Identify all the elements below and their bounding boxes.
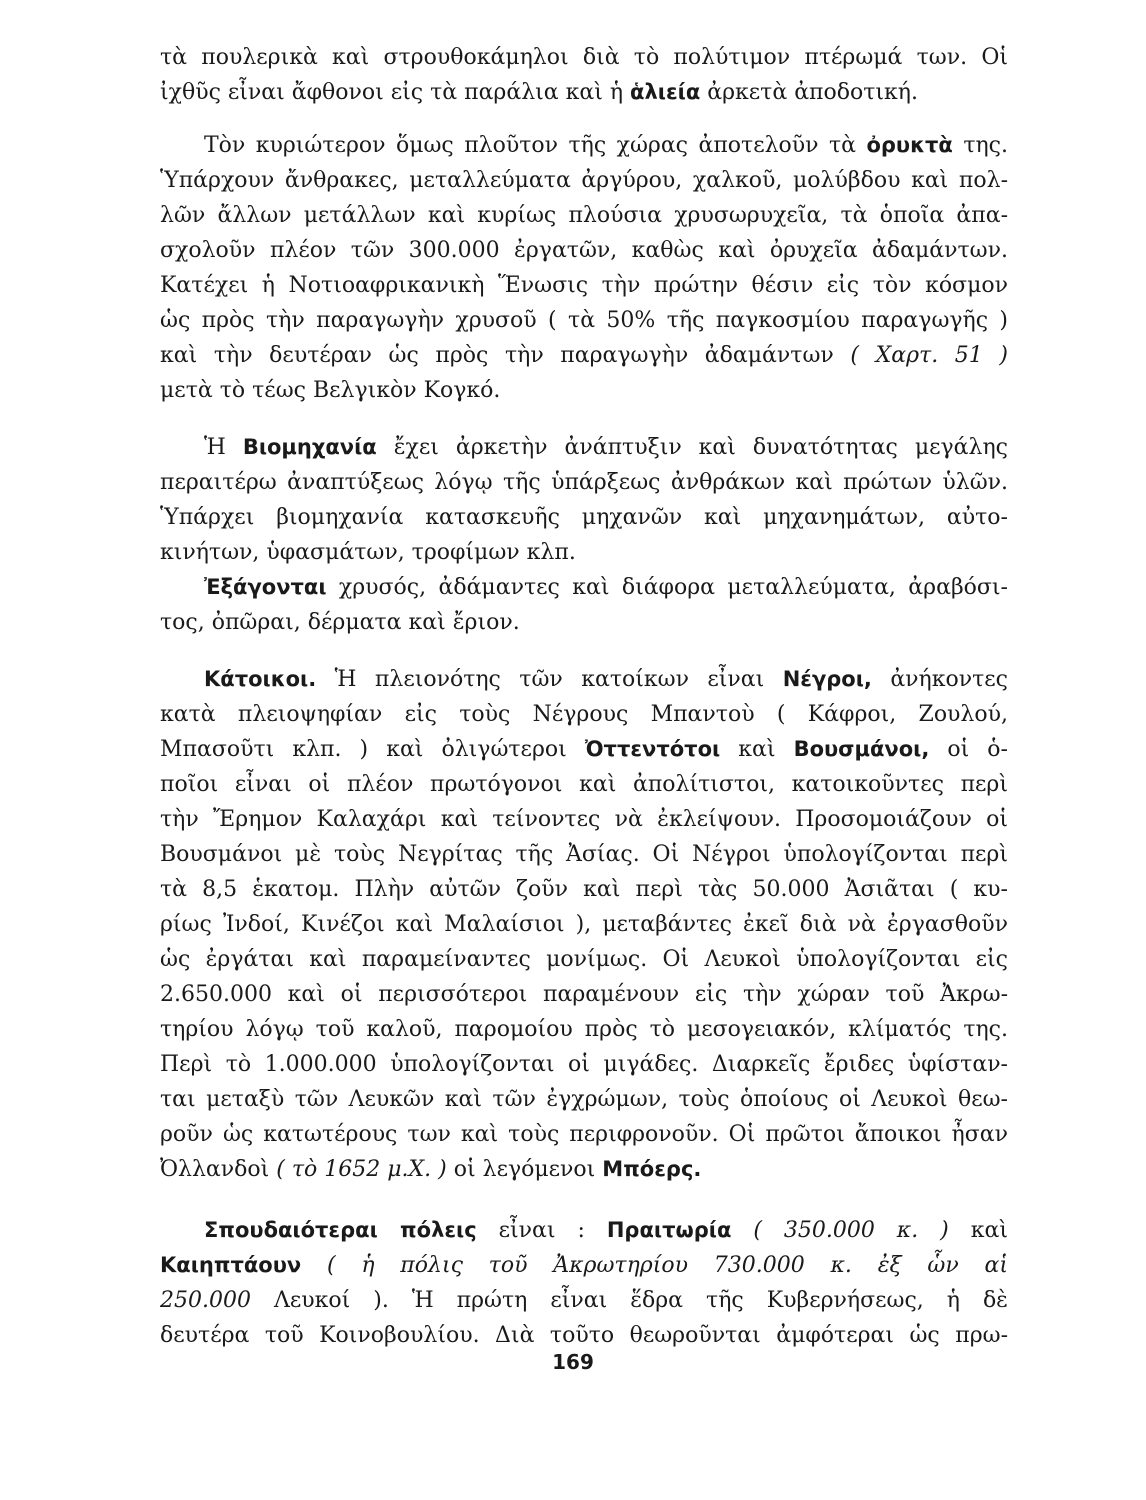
text-run: Ἡ <box>204 435 243 460</box>
text-line <box>160 662 1008 697</box>
keyword-inhabitants: Κάτοικοι. <box>204 667 317 691</box>
keyword-pretoria: Πραιτωρία <box>606 1218 732 1242</box>
text-line: Βουσμάνοι μὲ τοὺς Νεγρίτας τῆς Ἀσίας. Οἱ Νέγροι ὑπολογίζονται περὶ <box>160 842 1008 867</box>
text-line: 2.650.000 καὶ οἱ περισσότεροι παραμένουν εἰς τὴν χώραν τοῦ Ἀκρω- <box>160 982 1008 1007</box>
text-line: ται μεταξὺ τῶν Λευκῶν καὶ τῶν ἐγχρώμων, τοὺς ὁποίους οἱ Λευκοὶ θεω- <box>160 1087 1008 1112</box>
text-line: τὰ 8,5 ἑκατομ. Πλὴν αὐτῶν ζοῦν καὶ περὶ τὰς 50.000 Ἀσιᾶται ( κυ- <box>160 877 1008 902</box>
text-line: κατὰ πλειοψηφίαν εἰς τοὺς Νέγρους Μπαντοὺ ( Κάφροι, Ζουλού, <box>160 702 1008 727</box>
text-line <box>160 128 1008 163</box>
text-line: κινήτων, ὑφασμάτων, τροφίμων κλπ. <box>160 540 576 565</box>
text-run: ἀρκετὰ ἀποδοτική. <box>700 80 918 105</box>
text-run: ἀνήκοντες <box>871 667 1008 692</box>
text-run: Ὀλλανδοὶ <box>160 1157 277 1182</box>
text-run: της. <box>952 133 1008 158</box>
text-line <box>160 732 1008 767</box>
text-line: περαιτέρω ἀναπτύξεως λόγῳ τῆς ὑπάρξεως ἀνθράκων καὶ πρώτων ὑλῶν. <box>160 470 1008 495</box>
text-line: μετὰ τὸ τέως Βελγικὸν Κογκό. <box>160 378 501 403</box>
text-line <box>160 1213 1008 1248</box>
text-run: καὶ <box>948 1218 1008 1243</box>
text-run: καὶ <box>720 737 794 762</box>
text-line <box>160 1152 1008 1187</box>
text-line: ὡς πρὸς τὴν παραγωγὴν χρυσοῦ ( τὰ 50% τῆς παγκοσμίου παραγωγῆς ) <box>160 308 1008 333</box>
text-run: χρυσός, ἀδάμαντες καὶ διάφορα μεταλλεύματα, ἀραβόσι- <box>326 575 1008 600</box>
paragraph-inhabitants <box>160 662 1008 1187</box>
text-line: λῶν ἄλλων μετάλλων καὶ κυρίως πλούσια χρυσωρυχεῖα, τὰ ὁποῖα ἀπα- <box>160 203 1008 228</box>
paragraph-minerals <box>160 128 1008 408</box>
text-line: τὰ πουλερικὰ καὶ στρουθοκάμηλοι διὰ τὸ πολύτιμον πτέρωμά των. Οἱ <box>160 45 1008 70</box>
text-line <box>160 338 1008 373</box>
keyword-cities: Σπουδαιότεραι πόλεις <box>204 1218 477 1242</box>
keyword-exports: Ἐξάγονται <box>204 575 327 599</box>
text-run: εἶναι : <box>476 1218 607 1243</box>
text-line <box>160 570 1008 605</box>
text-run: Τὸν κυριώτερον ὅμως πλοῦτον τῆς χώρας ἀποτελοῦν τὰ <box>204 133 867 158</box>
paragraph-exports <box>160 570 1008 640</box>
text-line <box>160 75 1008 110</box>
text-line: Περὶ τὸ 1.000.000 ὑπολογίζονται οἱ μιγάδες. Διαρκεῖς ἔριδες ὑφίσταν- <box>160 1052 1008 1077</box>
text-line: Ὑπάρχει βιομηχανία κατασκευῆς μηχανῶν καὶ μηχανημάτων, αὐτο- <box>160 505 1008 530</box>
text-line: δευτέρα τοῦ Κοινοβουλίου. Διὰ τοῦτο θεωροῦνται ἀμφότεραι ὡς πρω- <box>160 1323 1008 1348</box>
page-body <box>160 40 1008 1353</box>
keyword-negroes: Νέγροι, <box>782 667 872 691</box>
text-line: ροῦν ὡς κατωτέρους των καὶ τοὺς περιφρονοῦν. Οἱ πρῶτοι ἄποικοι ἦσαν <box>160 1122 1008 1147</box>
text-line: σχολοῦν πλέον τῶν 300.000 ἐργατῶν, καθὼς καὶ ὀρυχεῖα ἀδαμάντων. <box>160 238 1008 263</box>
keyword-hottentots: Ὀττεντότοι <box>584 737 721 761</box>
text-run: ἔχει ἀρκετὴν ἀνάπτυξιν καὶ δυνατότητας μεγάλης <box>376 435 1008 460</box>
population-note: ( ἡ πόλις τοῦ Ἀκρωτηρίου 730.000 κ. ἐξ ὧν αἱ <box>301 1253 1008 1278</box>
text-run: καὶ τὴν δευτέραν ὡς πρὸς τὴν παραγωγὴν ἀδαμάντων <box>160 343 851 368</box>
keyword-capetown: Καιηπτάουν <box>160 1253 302 1277</box>
text-line: Κατέχει ἡ Νοτιοαφρικανικὴ Ἕνωσις τὴν πρώτην θέσιν εἰς τὸν κόσμον <box>160 273 1008 298</box>
date-reference: ( τὸ 1652 μ.Χ. ) <box>276 1157 447 1182</box>
keyword-minerals: ὀρυκτὰ <box>866 133 953 157</box>
keyword-bushmen: Βουσμάνοι, <box>793 737 930 761</box>
paragraph-industry <box>160 430 1008 570</box>
text-run: Μπασοῦτι κλπ. ) καὶ ὀλιγώτεροι <box>160 737 585 762</box>
keyword-boers: Μπόερς. <box>602 1157 702 1181</box>
population-note: ( 350.000 κ. ) <box>731 1218 949 1243</box>
text-line: Ὑπάρχουν ἄνθρακες, μεταλλεύματα ἀργύρου, χαλκοῦ, μολύβδου καὶ πολ- <box>160 168 1008 193</box>
map-reference: ( Χαρτ. 51 ) <box>850 343 1008 368</box>
keyword-fishing: ἁλιεία <box>630 80 701 104</box>
text-line: ποῖοι εἶναι οἱ πλέον πρωτόγονοι καὶ ἀπολίτιστοι, κατοικοῦντες περὶ <box>160 772 1008 797</box>
text-line <box>160 1248 1008 1283</box>
text-line <box>160 430 1008 465</box>
text-run: οἱ ὁ- <box>929 737 1008 762</box>
text-line: ρίως Ἰνδοί, Κινέζοι καὶ Μαλαίσιοι ), μεταβάντες ἐκεῖ διὰ νὰ ἐργασθοῦν <box>160 912 1008 937</box>
page-number: 169 <box>552 1350 594 1374</box>
text-line: τηρίου λόγῳ τοῦ καλοῦ, παρομοίου πρὸς τὸ μεσογειακόν, κλίματός της. <box>160 1017 1008 1042</box>
text-run: οἱ λεγόμενοι <box>446 1157 603 1182</box>
text-line: τὴν Ἔρημον Καλαχάρι καὶ τείνοντες νὰ ἐκλείψουν. Προσομοιάζουν οἱ <box>160 807 1008 832</box>
paragraph-fauna <box>160 40 1008 110</box>
text-run: Ἡ πλειονότης τῶν κατοίκων εἶναι <box>316 667 783 692</box>
text-line <box>160 1283 1008 1318</box>
text-run: ἰχθῦς εἶναι ἄφθονοι εἰς τὰ παράλια καὶ ἡ <box>160 80 631 105</box>
text-run: Λευκοί ). Ἡ πρώτη εἶναι ἕδρα τῆς Κυβερνήσεως, ἡ δὲ <box>250 1288 1008 1313</box>
text-line: ὡς ἐργάται καὶ παραμείναντες μονίμως. Οἱ Λευκοὶ ὑπολογίζονται εἰς <box>160 947 1008 972</box>
paragraph-cities <box>160 1213 1008 1353</box>
text-line: τος, ὀπῶραι, δέρματα καὶ ἔριον. <box>160 610 520 635</box>
keyword-industry: Βιομηχανία <box>242 435 377 459</box>
population-note: 250.000 <box>160 1288 251 1313</box>
